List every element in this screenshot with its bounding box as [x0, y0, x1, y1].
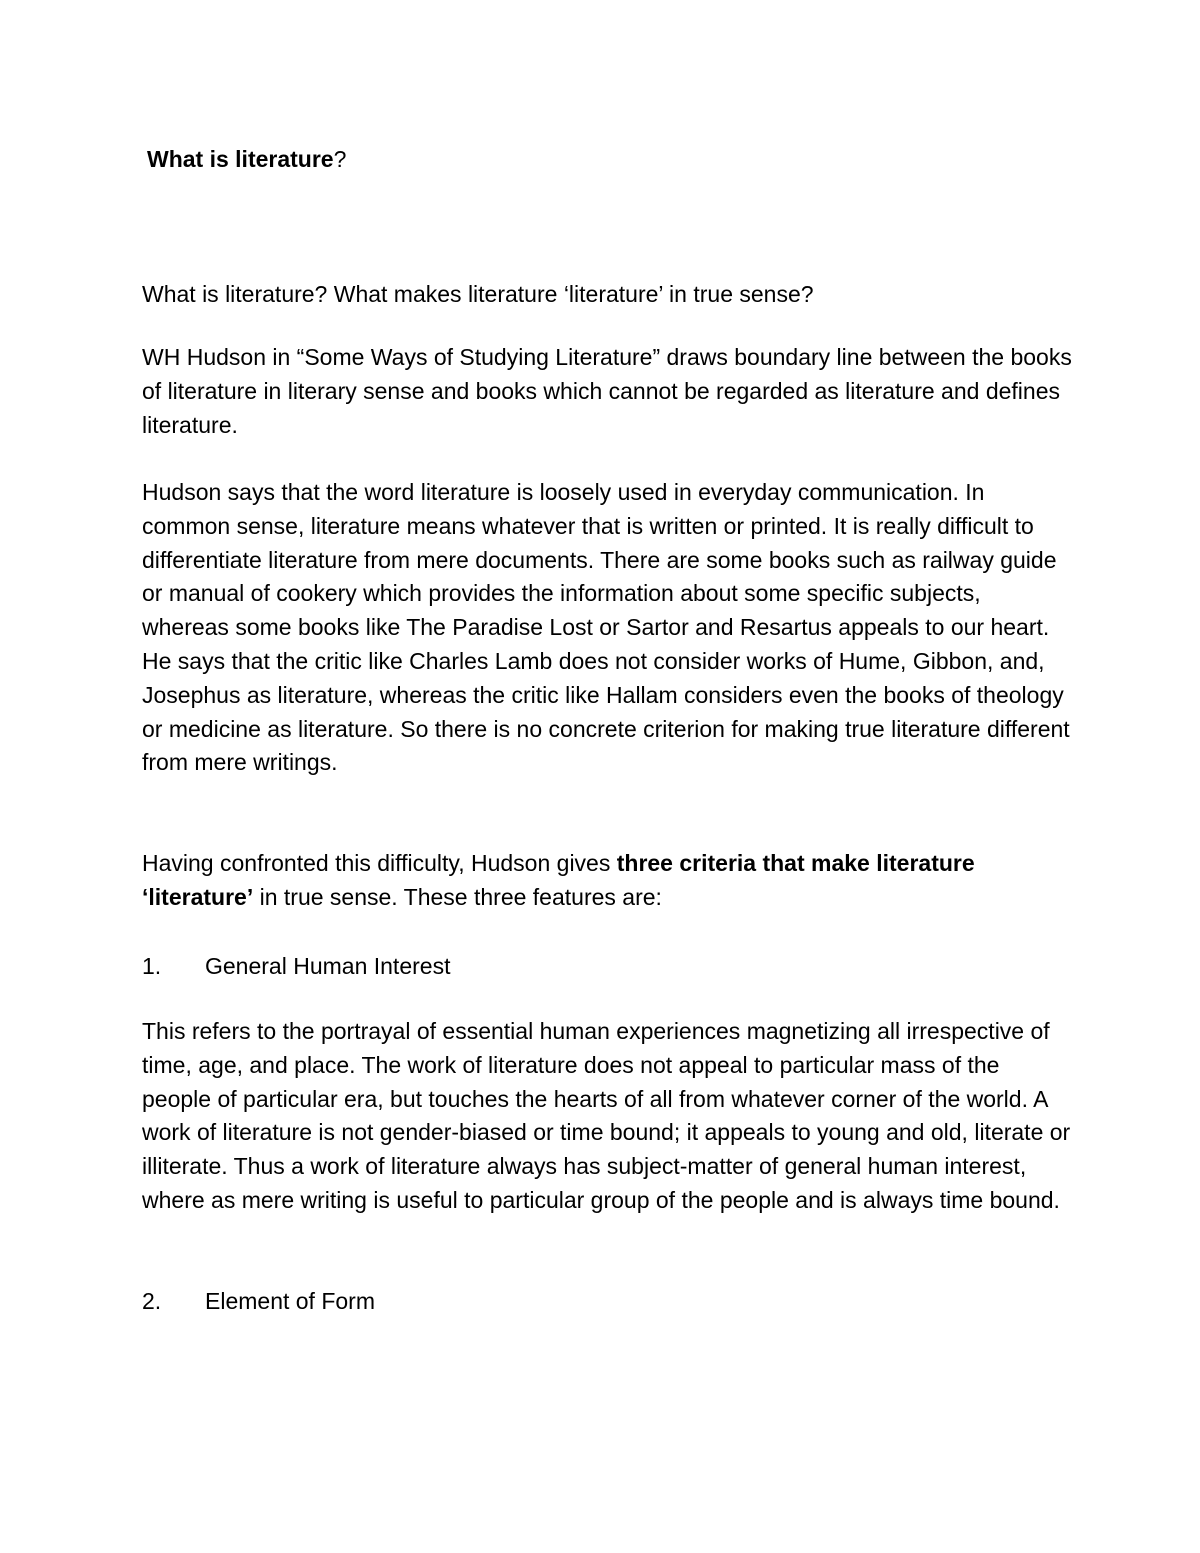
intro-question: What is literature? What makes literature ‘literature’ in true sense? — [142, 281, 814, 307]
list-item-label: General Human Interest — [205, 953, 451, 979]
criteria-text-post: in true sense. These three features are: — [253, 883, 662, 910]
list-item-element-of-form — [142, 1284, 375, 1318]
criteria-text-bold: three criteria that make literature ‘literature’ — [142, 850, 975, 910]
paragraph-general-human-interest: This refers to the portrayal of essential human experiences magnetizing all irrespective of time, age, and place. The work of literature does not appeal to particular mass of the people of particular era, but touches the hearts of all from whatever corner of the world. A work of literature is not gender-biased or time bound; it appeals to young and old, literate or illiterate. Thus a work of literature always has subject-matter of general human interest, where as mere writing is useful to particular group of the people and is always time bound. — [142, 1018, 1071, 1213]
paragraph-criteria — [142, 847, 1072, 915]
list-item-general-human-interest — [142, 949, 450, 983]
document-title-tail: ? — [333, 146, 347, 172]
list-item-label: Element of Form — [205, 1288, 375, 1314]
list-item-number: 1. — [142, 953, 162, 979]
list-item-number: 2. — [142, 1288, 162, 1314]
criteria-text-pre: Having confronted this difficulty, Hudson gives — [142, 850, 617, 876]
document-title — [147, 142, 346, 176]
document-title-bold: What is literature — [147, 146, 334, 172]
paragraph-hudson-intro: WH Hudson in “Some Ways of Studying Literature” draws boundary line between the books of literature in literary sense and books which cannot be regarded as literature and defines literature. — [142, 344, 1072, 438]
paragraph-loose-usage: Hudson says that the word literature is loosely used in everyday communication. In common sense, literature means whatever that is written or printed. It is really difficult to differentiate literature from mere documents. There are some books such as railway guide or manual of cookery which provides the information about some specific subjects, whereas some books like The Paradise Lost or Sartor and Resartus appeals to our heart. He says that the critic like Charles Lamb does not consider works of Hume, Gibbon, and, Josephus as literature, whereas the critic like Hallam considers even the books of theology or medicine as literature. So there is no concrete criterion for making true literature different from mere writings. — [142, 479, 1070, 776]
